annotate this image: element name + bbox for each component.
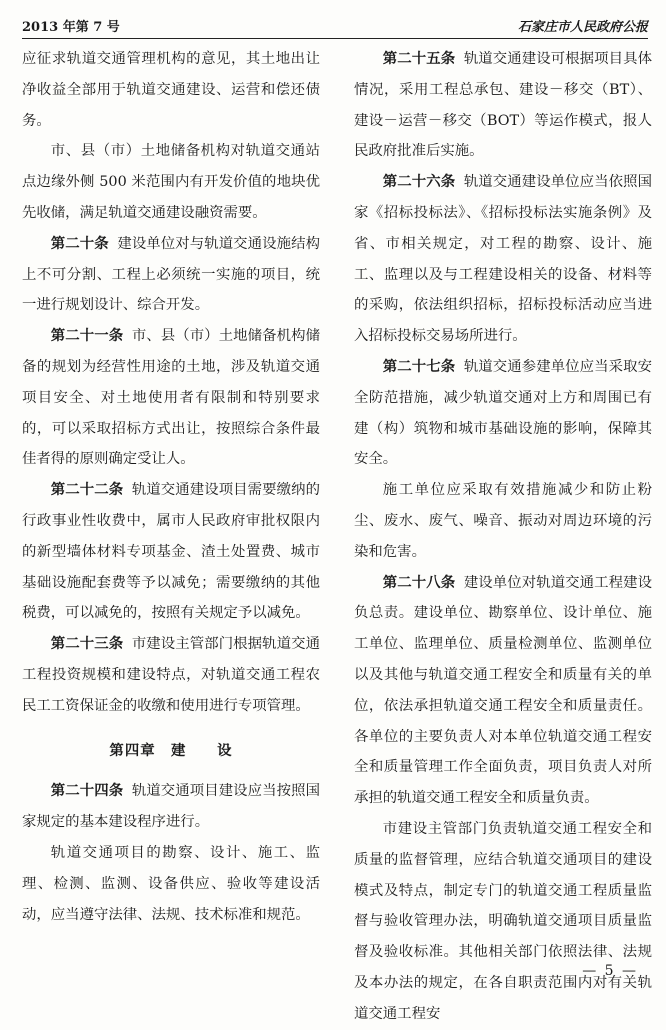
page-number: — 5 — — [582, 963, 638, 979]
article-text: 轨道交通建设单位应当依照国家《招标投标法》、《招标投标法实施条例》及省、市相关规定，对工程的勘察、设计、施工、监理以及与工程建设相关的设备、材料等的采购，依法组织招标，招标投标活动应当进入招标投标交易场所进行。 — [354, 174, 652, 345]
paragraph: 市、县（市）土地储备机构对轨道交通站点边缘外侧 500 米范围内有开发价值的地块优先收储，满足轨道交通建设融资需要。 — [22, 143, 320, 221]
article-title: 第二十条 — [50, 234, 109, 252]
article-text: 建设单位对与轨道交通设施结构上不可分割、工程上必须统一实施的项目，统一进行规划设计、综合开发。 — [22, 235, 320, 314]
page-header — [22, 12, 648, 39]
article-26 — [354, 167, 652, 352]
article-title: 第二十六条 — [382, 173, 456, 191]
right-column — [354, 44, 652, 1030]
article-23 — [22, 629, 320, 721]
article-title: 第二十三条 — [50, 635, 124, 653]
article-text: 轨道交通项目建设应当按照国家规定的基本建设程序进行。 — [22, 783, 320, 831]
article-text: 轨道交通建设项目需要缴纳的行政事业性收费中，属市人民政府审批权限内的新型墙体材料专项基金、渣土处置费、城市基础设施配套费等予以减免；需要缴纳的其他税费，可以减免的，按照有关规定予以减免。 — [22, 482, 320, 622]
article-25 — [354, 44, 652, 167]
article-21 — [22, 321, 320, 475]
article-22 — [22, 475, 320, 629]
paragraph: 轨道交通项目的勘察、设计、施工、监理、检测、监测、设备供应、验收等建设活动，应当遵守法律、法规、技术标准和规范。 — [22, 844, 320, 923]
article-27 — [354, 352, 652, 475]
paragraph: 市建设主管部门负责轨道交通工程安全和质量的监督管理，应结合轨道交通项目的建设模式及特点，制定专门的轨道交通工程质量监督与验收管理办法，明确轨道交通项目质量监督及验收标准。其他相关部门依照法律、法规及本办法的规定，在各自职责范围内对有关轨道交通工程安 — [354, 820, 652, 1022]
article-text: 轨道交通建设可根据项目具体情况，采用工程总承包、建设－移交（BT）、建设－运营－移交（BOT）等运作模式，报人民政府批准后实施。 — [354, 51, 652, 160]
article-20 — [22, 229, 320, 321]
article-text: 建设单位对轨道交通工程建设负总责。建设单位、勘察单位、设计单位、施工单位、监理单位、质量检测单位、监测单位以及其他与轨道交通工程安全和质量有关的单位，依法承担轨道交通工程安全和质量责任。各单位的主要负责人对本单位轨道交通工程安全和质量管理工作全面负责，项目负责人对所承担的轨道交通工程安全和质量负责。 — [354, 574, 652, 807]
left-column — [22, 44, 320, 930]
paragraph: 施工单位应采取有效措施减少和防止粉尘、废水、废气、噪音、振动对周边环境的污染和危害。 — [354, 482, 652, 560]
article-title: 第二十一条 — [50, 327, 124, 345]
article-title: 第二十二条 — [50, 481, 124, 499]
paragraph: 应征求轨道交通管理机构的意见，其土地出让净收益全部用于轨道交通建设、运营和偿还债务。 — [22, 51, 320, 129]
article-text: 市建设主管部门根据轨道交通工程投资规模和建设特点，对轨道交通工程农民工工资保证金的收缴和使用进行专项管理。 — [22, 636, 320, 714]
article-text: 轨道交通参建单位应当采取安全防范措施，减少轨道交通对上方和周围已有建（构）筑物和城市基础设施的影响，保障其安全。 — [354, 358, 652, 468]
article-text: 市、县（市）土地储备机构储备的规划为经营性用途的土地，涉及轨道交通项目安全、对土地使用者有限制和特别要求的，可以采取招标方式出让，按照综合条件最佳者得的原则确定受让人。 — [22, 328, 320, 468]
article-title: 第二十八条 — [382, 573, 456, 591]
article-28 — [354, 568, 652, 814]
chapter-heading: 第四章 建 设 — [109, 741, 233, 759]
article-title: 第二十七条 — [382, 357, 456, 375]
publication-title: 石家庄市人民政府公报 — [517, 20, 648, 35]
article-title: 第二十四条 — [50, 782, 124, 800]
issue-label: 2013 年第 7 号 — [22, 20, 120, 35]
article-title: 第二十五条 — [382, 50, 456, 67]
article-24 — [22, 776, 320, 838]
